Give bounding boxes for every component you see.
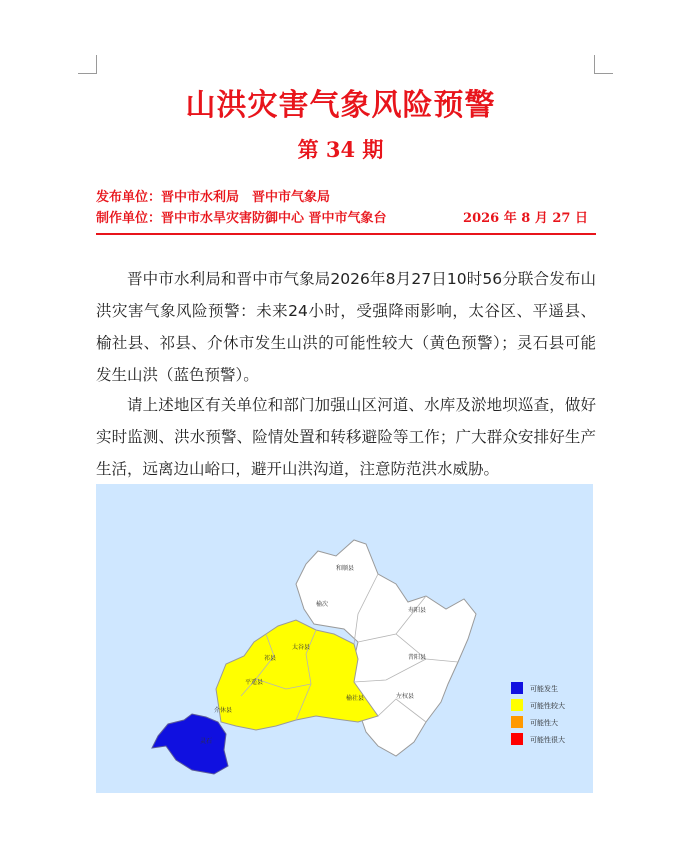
producer-line [96, 207, 596, 226]
county-label-yushe: 榆社县 [346, 695, 365, 702]
header-divider [96, 233, 596, 235]
county-label-yuci: 榆次 [316, 601, 329, 608]
warning-map-svg [96, 484, 593, 793]
body-paragraph-2: 请上述地区有关单位和部门加强山区河道、水库及淤地坝巡查，做好实时监测、洪水预警、险情处置和转移避险等工作；广大群众安排好生产生活，远离边山峪口，避开山洪沟道，注意防范洪水威胁。 [96, 396, 596, 478]
county-label-pingyao: 平遥县 [245, 679, 264, 686]
issue-number: 第 34 期 [297, 137, 384, 162]
page-corner-mark-top-right [594, 55, 613, 74]
document-title: 山洪灾害气象风险预警 [185, 88, 496, 123]
legend-label-3: 可能性大 [530, 719, 558, 727]
producer-text: 制作单位：晋中市水旱灾害防御中心 晋中市气象台 [96, 211, 387, 226]
county-label-heshun: 和顺县 [336, 565, 355, 572]
county-label-jiexiu: 介休县 [214, 707, 233, 714]
legend-swatch-1 [511, 682, 523, 694]
county-label-shouyang: 寿阳县 [408, 607, 427, 614]
publisher-line [96, 186, 596, 205]
county-label-taigu: 太谷县 [292, 644, 311, 651]
county-label-xiyang: 昔阳县 [408, 654, 427, 661]
legend-label-1: 可能发生 [530, 685, 558, 693]
map-legend [511, 682, 565, 745]
legend-swatch-2 [511, 699, 523, 711]
county-label-lingshi: 灵石 [200, 738, 213, 745]
legend-label-2: 可能性较大 [530, 702, 565, 710]
county-label-qixian: 祁县 [264, 655, 277, 662]
legend-label-4: 可能性很大 [530, 736, 565, 744]
county-label-zuoquan: 左权县 [396, 693, 415, 700]
warning-map [96, 484, 593, 793]
legend-swatch-3 [511, 716, 523, 728]
publisher-text: 发布单位：晋中市水利局 晋中市气象局 [96, 190, 331, 205]
region-blue [152, 714, 228, 774]
page-corner-mark-top-left [78, 55, 97, 74]
issue-date: 2026 年 8 月 27 日 [463, 211, 588, 226]
legend-swatch-4 [511, 733, 523, 745]
body-paragraph-1: 晋中市水利局和晋中市气象局2026年8月27日10时56分联合发布山洪灾害气象风险预警：未来24小时，受强降雨影响，太谷区、平遥县、榆社县、祁县、介休市发生山洪的可能性较大（黄色预警）；灵石县可能发生山洪（蓝色预警）。 [96, 270, 596, 384]
